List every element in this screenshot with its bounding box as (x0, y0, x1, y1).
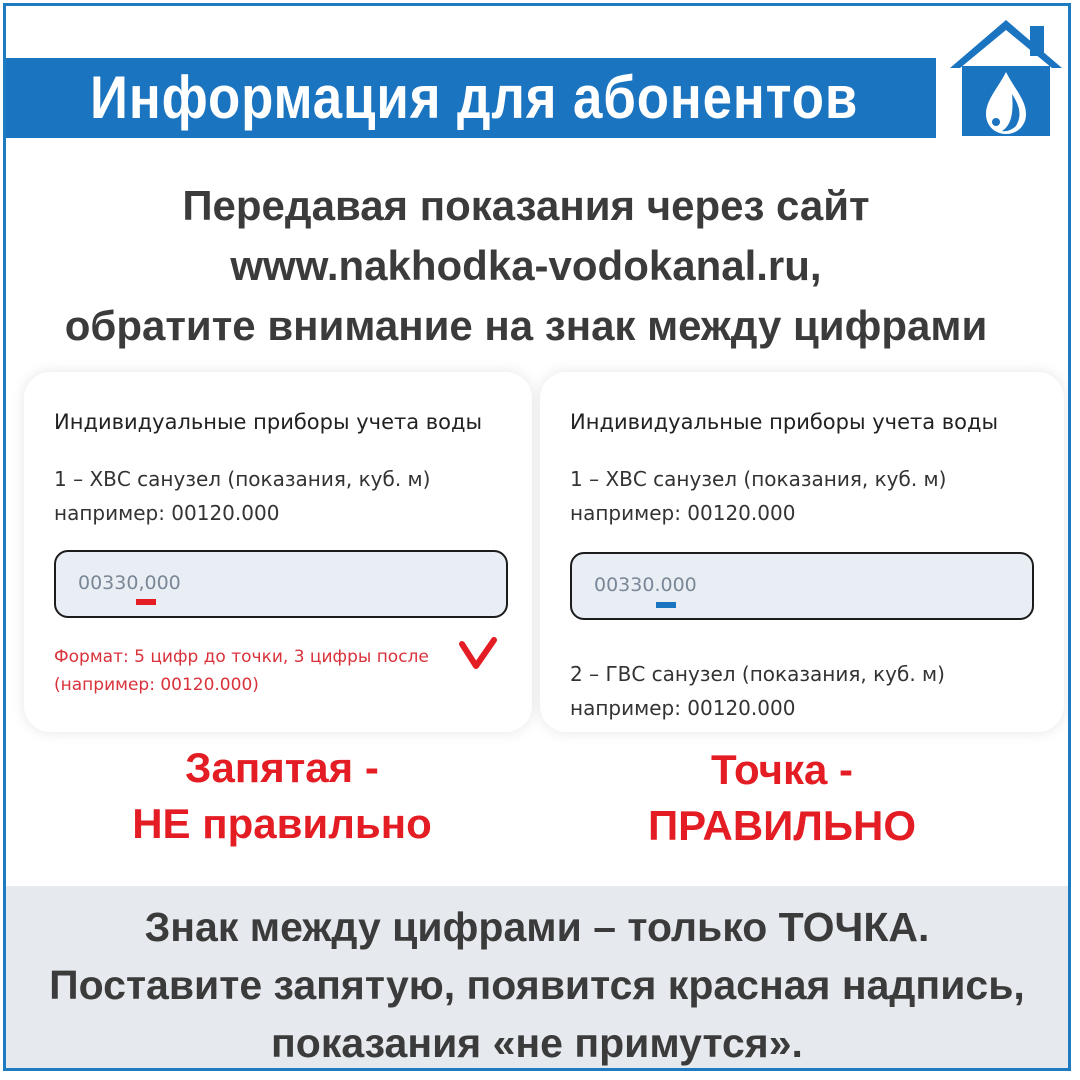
card-heading: Индивидуальные приборы учета воды (54, 410, 483, 434)
verdict-line: Запятая - (185, 744, 379, 791)
footer-line: показания «не примутся». (271, 1020, 803, 1066)
correct-verdict (572, 742, 992, 854)
footer-line: Знак между цифрами – только ТОЧКА. (144, 904, 930, 950)
website-url: www.nakhodka-vodokanal.ru, (230, 242, 822, 289)
wrong-verdict (72, 740, 492, 852)
verdict-line: Точка - (710, 746, 854, 793)
page-title: Информация для абонентов (90, 64, 859, 131)
correct-example-card (540, 372, 1064, 732)
intro-line: Передавая показания через сайт (182, 182, 870, 229)
meter-reading-input[interactable] (54, 550, 508, 618)
intro-text (6, 176, 1046, 356)
input-value: 00330,000 (78, 572, 181, 594)
meter-reading-input[interactable] (570, 552, 1034, 620)
dot-marker (656, 602, 676, 608)
info-poster (3, 3, 1071, 1071)
error-message: Формат: 5 цифр до точки, 3 цифры после (54, 647, 429, 667)
input-value: 00330.000 (594, 574, 697, 596)
meter-label: 1 – ХВС санузел (показания, куб. м) (54, 467, 431, 491)
meter-label: 2 – ГВС санузел (показания, куб. м) (570, 662, 945, 686)
wrong-example-card (24, 372, 532, 732)
intro-line: обратите внимание на знак между цифрами (64, 302, 988, 349)
meter-label: 1 – ХВС санузел (показания, куб. м) (570, 467, 947, 491)
verdict-line: НЕ правильно (132, 800, 432, 847)
example-hint: например: 00120.000 (570, 501, 796, 525)
example-hint: например: 00120.000 (570, 696, 796, 720)
footer-line: Поставите запятую, появится красная надпись, (49, 962, 1025, 1008)
verdict-line: ПРАВИЛЬНО (647, 802, 917, 849)
red-check-mark-icon (458, 636, 498, 672)
comma-marker (136, 599, 156, 605)
card-heading: Индивидуальные приборы учета воды (570, 410, 999, 434)
example-hint: например: 00120.000 (54, 501, 280, 525)
footer-text (6, 898, 1068, 1071)
error-message-example: (например: 00120.000) (54, 675, 259, 695)
house-water-drop-icon (946, 16, 1066, 138)
